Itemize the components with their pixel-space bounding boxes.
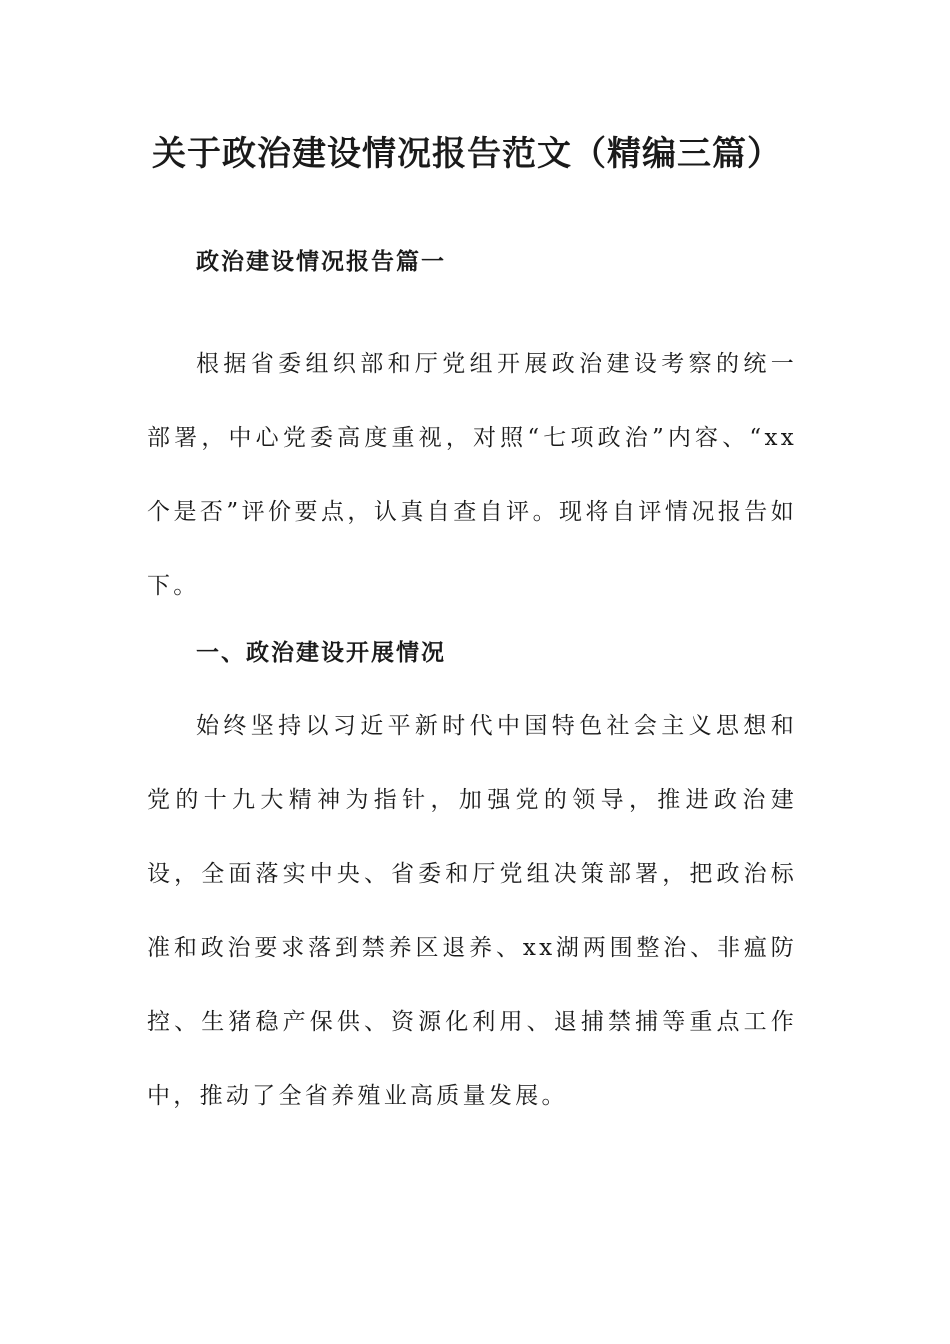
paragraph-section-1: 始终坚持以习近平新时代中国特色社会主义思想和党的十九大精神为指针，加强党的领导，推进政治建设，全面落实中央、省委和厅党组决策部署，把政治标准和政治要求落到禁养区退养、xx湖两围整治、非瘟防控、生猪稳产保供、资源化利用、退捕禁捕等重点工作中，推动了全省养殖业高质量发展。 [147, 713, 797, 1109]
paragraph-intro: 根据省委组织部和厅党组开展政治建设考察的统一部署，中心党委高度重视，对照“七项政治”内容、“xx个是否”评价要点，认真自查自评。现将自评情况报告如下。 [147, 351, 797, 599]
document-title: 关于政治建设情况报告范文（精编三篇） [152, 134, 782, 174]
document-subtitle: 政治建设情况报告篇一 [196, 248, 446, 275]
section-heading-1: 一、政治建设开展情况 [196, 639, 446, 666]
